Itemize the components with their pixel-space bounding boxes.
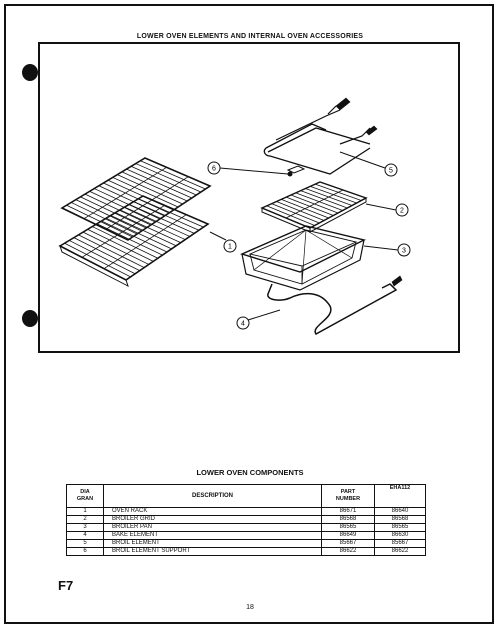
cell-part-number: 85667 (322, 540, 375, 548)
figure-label: F7 (58, 578, 74, 593)
table-row (67, 524, 426, 532)
cell-description: OVEN RACK (104, 508, 322, 516)
svg-text:4: 4 (241, 320, 245, 328)
cell-dia: 4 (67, 532, 104, 540)
cell-model-part: 86565 (375, 524, 426, 532)
cell-part-number: 86671 (322, 508, 375, 516)
header-model: EHA112 (375, 485, 426, 508)
callout-1 (224, 240, 236, 252)
parts-table (66, 484, 426, 556)
callout-2 (396, 204, 408, 216)
cell-model-part: 85667 (375, 540, 426, 548)
header-dia: DIA GRAN (67, 485, 104, 508)
cell-dia: 3 (67, 524, 104, 532)
cell-part-number: 86622 (322, 548, 375, 556)
binder-hole-bottom (22, 310, 38, 327)
cell-dia: 1 (67, 508, 104, 516)
binder-hole-top (22, 64, 38, 81)
callout-4 (237, 317, 249, 329)
callout-layer (40, 44, 458, 351)
cell-description: BROILER GRID (104, 516, 322, 524)
callout-3 (398, 244, 410, 256)
header-part-number: PART NUMBER (322, 485, 375, 508)
table-row (67, 508, 426, 516)
svg-text:6: 6 (212, 165, 216, 173)
cell-model-part: 86640 (375, 508, 426, 516)
table-row (67, 532, 426, 540)
callout-5 (385, 164, 397, 176)
svg-text:5: 5 (389, 167, 393, 175)
cell-description: BROILER PAN (104, 524, 322, 532)
cell-model-part: 86568 (375, 516, 426, 524)
table-row (67, 548, 426, 556)
exploded-diagram (38, 42, 460, 353)
page-number: 18 (246, 604, 254, 611)
cell-model-part: 86630 (375, 532, 426, 540)
cell-description: BROIL ELEMENT SUPPORT (104, 548, 322, 556)
svg-text:3: 3 (402, 247, 406, 255)
components-title: LOWER OVEN COMPONENTS (196, 468, 304, 477)
table-row (67, 540, 426, 548)
cell-dia: 5 (67, 540, 104, 548)
cell-description: BROIL ELEMENT (104, 540, 322, 548)
cell-dia: 6 (67, 548, 104, 556)
cell-part-number: 86568 (322, 516, 375, 524)
cell-dia: 2 (67, 516, 104, 524)
cell-description: BAKE ELEMENT (104, 532, 322, 540)
page-title: LOWER OVEN ELEMENTS AND INTERNAL OVEN ACCESSORIES (136, 33, 364, 40)
cell-part-number: 86649 (322, 532, 375, 540)
cell-model-part: 86622 (375, 548, 426, 556)
table-header-row (67, 485, 426, 508)
cell-part-number: 86565 (322, 524, 375, 532)
callout-6 (208, 162, 220, 174)
table-row (67, 516, 426, 524)
header-description: DESCRIPTION (104, 485, 322, 508)
svg-text:1: 1 (228, 243, 232, 251)
svg-text:2: 2 (400, 207, 404, 215)
